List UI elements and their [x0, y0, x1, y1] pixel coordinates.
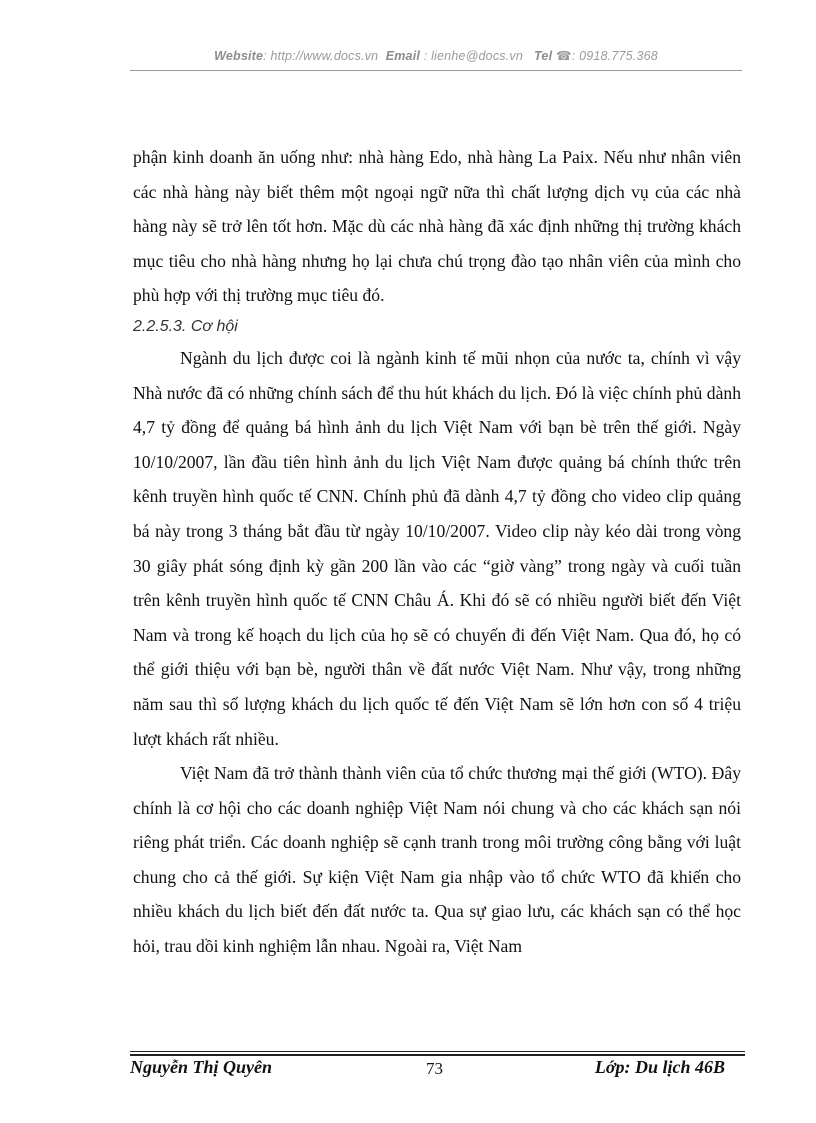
footer-divider-thin [130, 1051, 745, 1052]
tel-number: : 0918.775.368 [571, 49, 658, 63]
page-footer [130, 1055, 745, 1079]
email-address[interactable]: : lienhe@docs.vn [420, 49, 524, 63]
paragraph-3: Việt Nam đã trở thành thành viên của tổ chức thương mại thế giới (WTO). Đây chính là cơ hội cho các doanh nghiệp Việt Nam nói chung và cho các khách sạn nói riêng phát triển. Các doanh nghiệp sẽ cạnh tranh trong môi trường công bằng với luật chung cho cả thế giới. Sự kiện Việt Nam gia nhập vào tổ chức WTO đã khiến cho nhiều khách du lịch biết đến đất nước ta. Qua sự giao lưu, các khách sạn có thể học hỏi, trau dồi kinh nghiệm lẫn nhau. Ngoài ra, Việt Nam [133, 763, 741, 957]
phone-icon: ☎ [555, 49, 572, 63]
header-divider [130, 70, 742, 71]
email-label: Email [385, 49, 421, 63]
tel-label: Tel [534, 49, 553, 63]
footer-author: Nguyễn Thị Quyên [130, 1057, 273, 1077]
page-header [130, 48, 742, 63]
footer-class: Lớp: Du lịch 46B [594, 1057, 725, 1077]
section-heading: 2.2.5.3. Cơ hội [133, 317, 238, 335]
paragraph-2: Ngành du lịch được coi là ngành kinh tế mũi nhọn của nước ta, chính vì vậy Nhà nước đã có những chính sách để thu hút khách du lịch. Đó là việc chính phủ dành 4,7 tỷ đồng để quảng bá hình ảnh du lịch Việt Nam với bạn bè trên thế giới. Ngày 10/10/2007, lần đầu tiên hình ảnh du lịch Việt Nam được quảng bá chính thức trên kênh truyền hình quốc tế CNN. Chính phủ đã dành 4,7 tỷ đồng cho video clip quảng bá này trong 3 tháng bắt đầu từ ngày 10/10/2007. Video clip này kéo dài trong vòng 30 giây phát sóng định kỳ gần 200 lần vào các “giờ vàng” trong ngày và cuối tuần trên kênh truyền hình quốc tế CNN Châu Á. Khi đó sẽ có nhiều người biết đến Việt Nam và trong kế hoạch du lịch của họ sẽ có chuyến đi đến Việt Nam. Qua đó, họ có thể giới thiệu với bạn bè, người thân về đất nước Việt Nam. Như vậy, trong những năm sau thì số lượng khách du lịch quốc tế đến Việt Nam sẽ lớn hơn con số 4 triệu lượt khách rất nhiều. [133, 347, 741, 749]
website-url[interactable]: : http://www.docs.vn [263, 49, 379, 63]
document-body [133, 140, 741, 964]
paragraph-1: phận kinh doanh ăn uống như: nhà hàng Edo, nhà hàng La Paix. Nếu như nhân viên các nhà hàng này biết thêm một ngoại ngữ nữa thì chất lượng dịch vụ của các nhà hàng này sẽ trở lên tốt hơn. Mặc dù các nhà hàng đã xác định những thị trường khách mục tiêu cho nhà hàng nhưng họ lại chưa chú trọng đào tạo nhân viên của mình cho phù hợp với thị trường mục tiêu đó. [133, 147, 741, 306]
website-label: Website [214, 49, 264, 63]
page-number: 73 [426, 1059, 443, 1078]
